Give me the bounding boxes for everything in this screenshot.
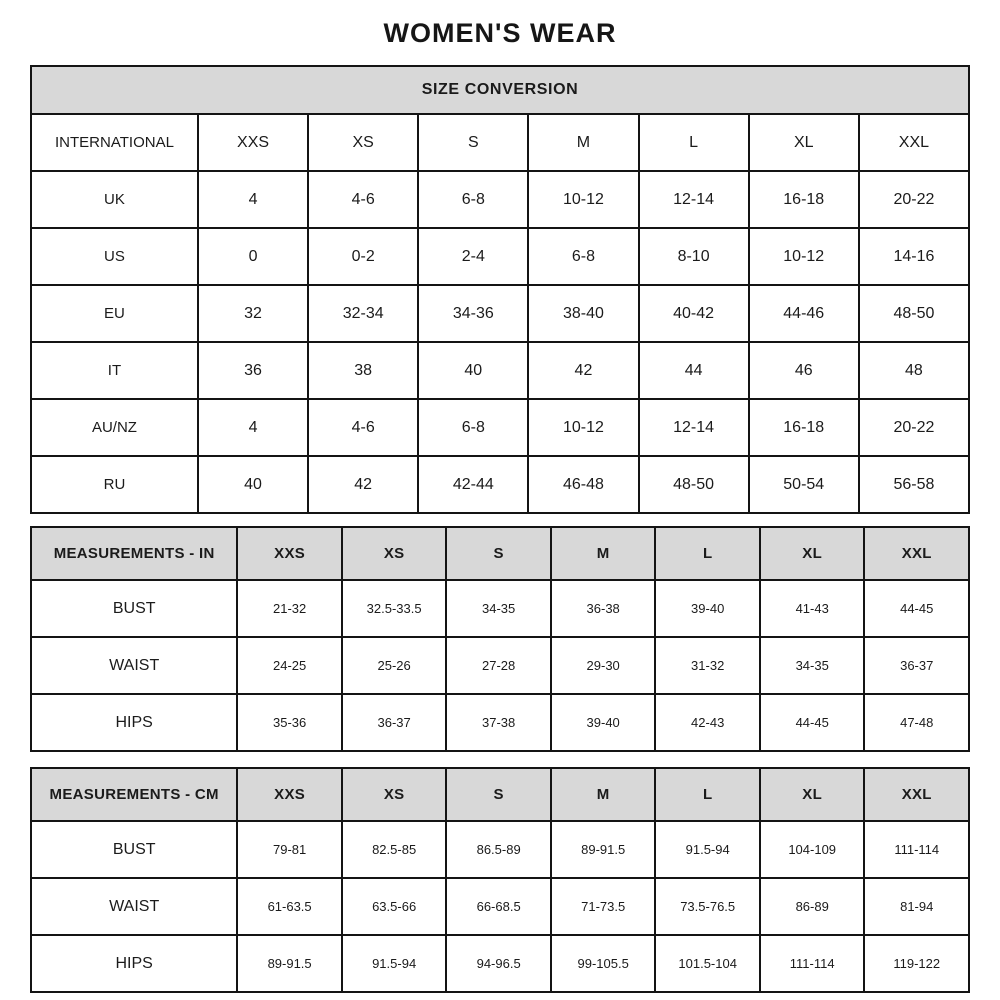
size-column-header: XL [760, 768, 865, 821]
table-row [31, 399, 969, 456]
size-column-header: L [655, 768, 760, 821]
measurement-value-cell: 71-73.5 [551, 878, 656, 935]
measurement-value-cell: 47-48 [864, 694, 969, 751]
measurements-in-table [30, 526, 970, 752]
measurement-value-cell: 79-81 [237, 821, 342, 878]
size-value-cell: 0-2 [308, 228, 418, 285]
size-value-cell: XXS [198, 114, 308, 171]
size-value-cell: 44-46 [749, 285, 859, 342]
size-value-cell: 38-40 [528, 285, 638, 342]
size-value-cell: 20-22 [859, 399, 969, 456]
size-column-header: M [551, 768, 656, 821]
measurement-value-cell: 73.5-76.5 [655, 878, 760, 935]
size-value-cell: 50-54 [749, 456, 859, 513]
measurement-value-cell: 36-37 [864, 637, 969, 694]
measurement-value-cell: 61-63.5 [237, 878, 342, 935]
table-row [31, 637, 969, 694]
size-value-cell: 40 [418, 342, 528, 399]
size-value-cell: 42-44 [418, 456, 528, 513]
size-value-cell: 16-18 [749, 399, 859, 456]
size-value-cell: 4 [198, 171, 308, 228]
measurements-cm-table [30, 767, 970, 993]
measurements-cm-body [31, 821, 969, 992]
size-value-cell: 48-50 [859, 285, 969, 342]
size-column-header: M [551, 527, 656, 580]
measurement-value-cell: 86-89 [760, 878, 865, 935]
size-value-cell: 42 [528, 342, 638, 399]
size-value-cell: 4-6 [308, 399, 418, 456]
size-column-header: XXL [864, 768, 969, 821]
size-value-cell: 36 [198, 342, 308, 399]
measurement-value-cell: 29-30 [551, 637, 656, 694]
size-value-cell: 12-14 [639, 171, 749, 228]
size-value-cell: 10-12 [749, 228, 859, 285]
size-value-cell: 42 [308, 456, 418, 513]
measurement-value-cell: 34-35 [446, 580, 551, 637]
size-value-cell: 10-12 [528, 399, 638, 456]
measurement-value-cell: 89-91.5 [551, 821, 656, 878]
measurement-value-cell: 99-105.5 [551, 935, 656, 992]
table-row [31, 342, 969, 399]
region-label-cell: RU [31, 456, 198, 513]
measurement-value-cell: 82.5-85 [342, 821, 447, 878]
measurement-value-cell: 39-40 [551, 694, 656, 751]
measurements-cm-title: MEASUREMENTS - CM [31, 768, 237, 821]
table-row [31, 878, 969, 935]
measurement-value-cell: 44-45 [864, 580, 969, 637]
measurement-value-cell: 104-109 [760, 821, 865, 878]
size-value-cell: M [528, 114, 638, 171]
measurement-value-cell: 39-40 [655, 580, 760, 637]
size-column-header: L [655, 527, 760, 580]
size-value-cell: 4 [198, 399, 308, 456]
size-value-cell: 56-58 [859, 456, 969, 513]
size-value-cell: S [418, 114, 528, 171]
size-value-cell: 6-8 [528, 228, 638, 285]
table-row [31, 114, 969, 171]
size-value-cell: 2-4 [418, 228, 528, 285]
table-row [31, 456, 969, 513]
size-value-cell: 32 [198, 285, 308, 342]
measurement-value-cell: 89-91.5 [237, 935, 342, 992]
measurement-value-cell: 25-26 [342, 637, 447, 694]
size-value-cell: 48 [859, 342, 969, 399]
size-conversion-title: SIZE CONVERSION [31, 66, 969, 114]
size-column-header: XS [342, 768, 447, 821]
size-value-cell: 16-18 [749, 171, 859, 228]
size-value-cell: 32-34 [308, 285, 418, 342]
measurement-value-cell: 44-45 [760, 694, 865, 751]
size-value-cell: 6-8 [418, 171, 528, 228]
region-label-cell: INTERNATIONAL [31, 114, 198, 171]
size-value-cell: 12-14 [639, 399, 749, 456]
size-value-cell: XXL [859, 114, 969, 171]
measurement-value-cell: 36-38 [551, 580, 656, 637]
table-row [31, 935, 969, 992]
region-label-cell: AU/NZ [31, 399, 198, 456]
measurement-label-cell: BUST [31, 580, 237, 637]
size-column-header: XS [342, 527, 447, 580]
measurement-value-cell: 41-43 [760, 580, 865, 637]
size-column-header: S [446, 768, 551, 821]
measurement-label-cell: HIPS [31, 694, 237, 751]
measurement-value-cell: 101.5-104 [655, 935, 760, 992]
measurement-value-cell: 37-38 [446, 694, 551, 751]
measurements-in-body [31, 580, 969, 751]
table-row [31, 228, 969, 285]
measurement-value-cell: 36-37 [342, 694, 447, 751]
size-value-cell: 46 [749, 342, 859, 399]
size-value-cell: 34-36 [418, 285, 528, 342]
measurement-label-cell: BUST [31, 821, 237, 878]
measurement-value-cell: 86.5-89 [446, 821, 551, 878]
measurement-value-cell: 91.5-94 [655, 821, 760, 878]
size-value-cell: XL [749, 114, 859, 171]
measurement-value-cell: 94-96.5 [446, 935, 551, 992]
size-value-cell: 10-12 [528, 171, 638, 228]
size-value-cell: 20-22 [859, 171, 969, 228]
size-value-cell: 8-10 [639, 228, 749, 285]
size-value-cell: 4-6 [308, 171, 418, 228]
size-value-cell: 40 [198, 456, 308, 513]
size-value-cell: 6-8 [418, 399, 528, 456]
measurement-value-cell: 91.5-94 [342, 935, 447, 992]
size-column-header: S [446, 527, 551, 580]
size-value-cell: 48-50 [639, 456, 749, 513]
measurement-value-cell: 21-32 [237, 580, 342, 637]
size-value-cell: 46-48 [528, 456, 638, 513]
measurements-in-header-row [31, 527, 969, 580]
size-column-header: XL [760, 527, 865, 580]
size-column-header: XXS [237, 768, 342, 821]
measurement-value-cell: 42-43 [655, 694, 760, 751]
measurement-value-cell: 27-28 [446, 637, 551, 694]
size-value-cell: XS [308, 114, 418, 171]
size-column-header: XXL [864, 527, 969, 580]
measurement-value-cell: 66-68.5 [446, 878, 551, 935]
size-guide-page [30, 18, 970, 993]
measurement-label-cell: HIPS [31, 935, 237, 992]
measurement-label-cell: WAIST [31, 878, 237, 935]
table-row [31, 171, 969, 228]
measurement-label-cell: WAIST [31, 637, 237, 694]
measurements-in-title: MEASUREMENTS - IN [31, 527, 237, 580]
measurement-value-cell: 34-35 [760, 637, 865, 694]
size-value-cell: L [639, 114, 749, 171]
table-row [31, 694, 969, 751]
measurement-value-cell: 63.5-66 [342, 878, 447, 935]
size-column-header: XXS [237, 527, 342, 580]
measurement-value-cell: 111-114 [760, 935, 865, 992]
size-value-cell: 14-16 [859, 228, 969, 285]
measurement-value-cell: 81-94 [864, 878, 969, 935]
measurements-cm-header-row [31, 768, 969, 821]
measurement-value-cell: 119-122 [864, 935, 969, 992]
region-label-cell: EU [31, 285, 198, 342]
table-row [31, 285, 969, 342]
size-value-cell: 44 [639, 342, 749, 399]
measurement-value-cell: 24-25 [237, 637, 342, 694]
measurement-value-cell: 111-114 [864, 821, 969, 878]
measurement-value-cell: 35-36 [237, 694, 342, 751]
size-value-cell: 0 [198, 228, 308, 285]
size-value-cell: 40-42 [639, 285, 749, 342]
table-row [31, 821, 969, 878]
region-label-cell: UK [31, 171, 198, 228]
size-conversion-body [31, 114, 969, 513]
size-value-cell: 38 [308, 342, 418, 399]
size-conversion-banner-row [31, 66, 969, 114]
region-label-cell: US [31, 228, 198, 285]
measurement-value-cell: 32.5-33.5 [342, 580, 447, 637]
size-conversion-table [30, 65, 970, 514]
page-title: WOMEN'S WEAR [383, 18, 617, 48]
region-label-cell: IT [31, 342, 198, 399]
measurement-value-cell: 31-32 [655, 637, 760, 694]
table-row [31, 580, 969, 637]
